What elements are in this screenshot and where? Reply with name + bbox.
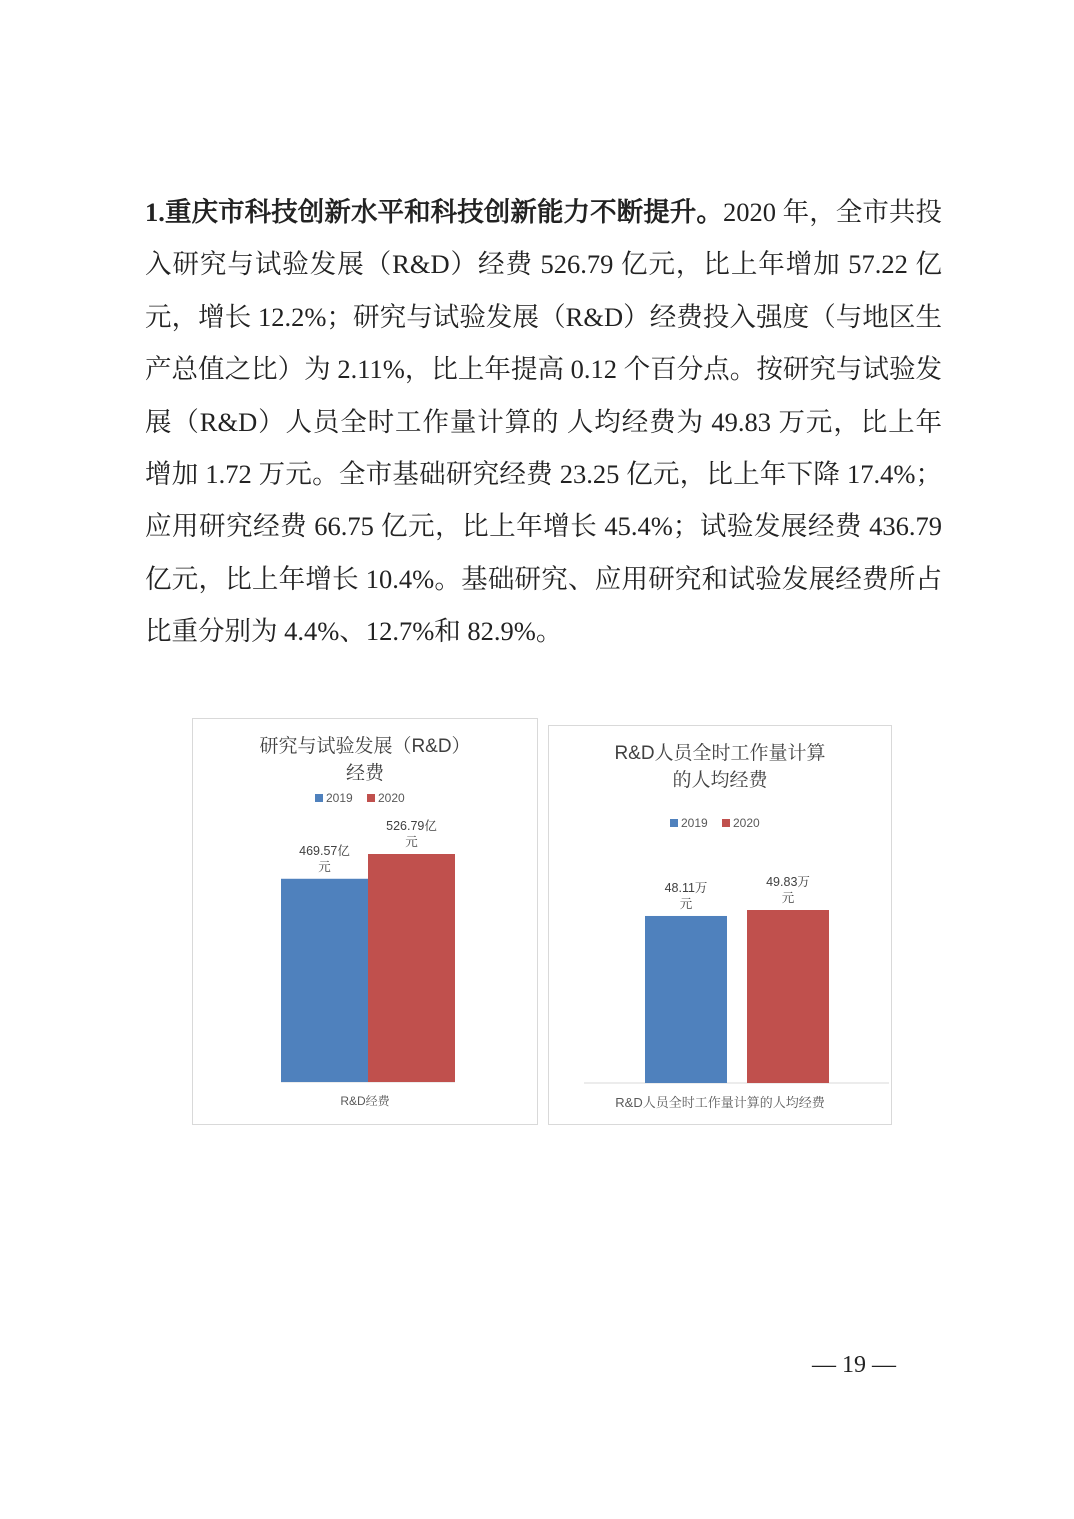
category-label: R&D经费: [340, 1094, 390, 1108]
chart-per-capita-expenditure: [548, 725, 892, 1125]
body-paragraph: [145, 186, 942, 658]
paragraph-body: 2020 年，全市共投入研究与试验发展（R&D）经费 526.79 亿元，比上年增加 57.22 亿元，增长 12.2%；研究与试验发展（R&D）经费投入强度（与地区生产总值之比）为 2.11%，比上年提高 0.12 个百分点。按研究与试验发展（R&D）人员全时工作量计算的 人均经费为 49.83 万元，比上年增加 1.72 万元。全市基础研究经费 23.25 亿元，比上年下降 17.4%；应用研究经费 66.75 亿元，比上年增长 45.4%；试验发展经费 436.79 亿元，比上年增长 10.4%。基础研究、应用研究和试验发展经费所占比重分别为 4.4%、12.7%和 82.9%。: [145, 197, 943, 647]
chart-rd-expenditure: [192, 718, 538, 1125]
chart-rd-expenditure-svg: [193, 719, 537, 1124]
chart-title-line: 经费: [345, 763, 385, 784]
data-label-2020: 49.83万: [766, 875, 810, 889]
legend-swatch-2019: [670, 819, 678, 827]
legend-swatch-2020: [722, 819, 730, 827]
chart-title-line: R&D人员全时工作量计算: [614, 743, 826, 764]
bar-2020: [747, 910, 829, 1083]
bar-2019: [281, 879, 368, 1082]
legend-label-2020: 2020: [378, 791, 405, 805]
data-label-2020: 元: [781, 891, 795, 905]
legend-label-2019: 2019: [326, 791, 353, 805]
chart-per-capita-svg: [549, 726, 891, 1124]
category-label: R&D人员全时工作量计算的人均经费: [615, 1095, 825, 1110]
data-label-2019: 48.11万: [664, 880, 708, 895]
data-label-2019: 元: [679, 896, 693, 911]
chart-title-line: 研究与试验发展（R&D）: [259, 736, 471, 757]
chart-title-line: 的人均经费: [672, 770, 768, 791]
data-label-2020: 526.79亿: [386, 819, 437, 833]
bar-2019: [645, 916, 727, 1083]
page-number: — 19 —: [812, 1352, 896, 1378]
bar-2020: [368, 854, 455, 1082]
data-label-2019: 469.57亿: [299, 843, 350, 858]
paragraph-lead: 1.重庆市科技创新水平和科技创新能力不断提升。: [145, 197, 723, 227]
legend-swatch-2019: [315, 794, 323, 802]
legend-label-2020: 2020: [733, 816, 760, 830]
data-label-2020: 元: [405, 835, 418, 849]
legend-label-2019: 2019: [681, 816, 708, 830]
data-label-2019: 元: [318, 859, 331, 874]
legend-swatch-2020: [367, 794, 375, 802]
